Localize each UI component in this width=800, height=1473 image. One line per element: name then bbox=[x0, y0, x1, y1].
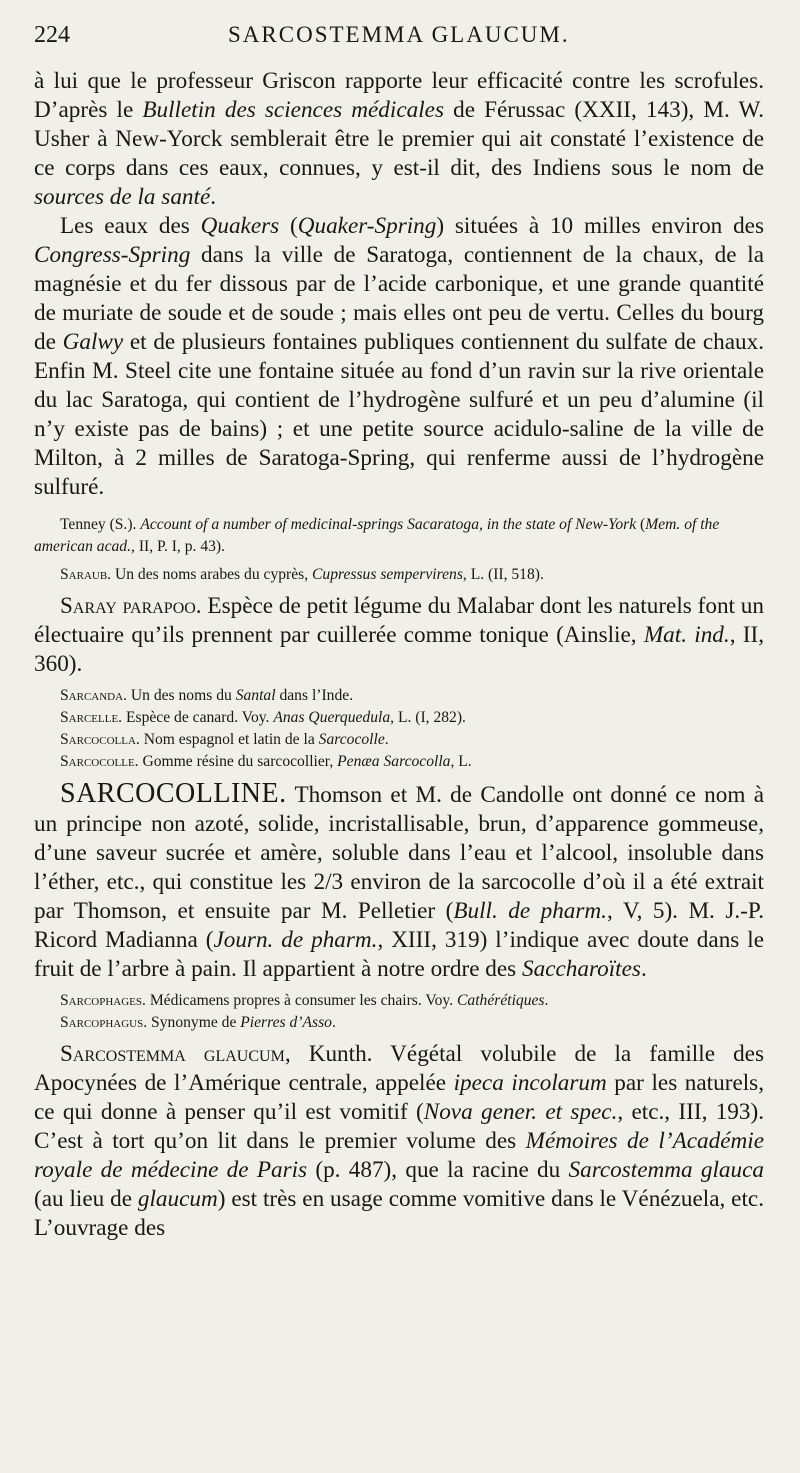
text-run: par les naturels, ce qui donne à penser qu’il est vomitif ( bbox=[34, 1070, 764, 1125]
text-run: . bbox=[640, 956, 647, 982]
text-run: et de plusieurs fontaines publiques contiennent du sulfate de chaux. Enfin M. Steel cite une fontaine située au fond d’un ravin sur la rive orientale du lac Saratoga, qui contient de l’hydrogène sulfuré et un peu d’alumine (il n’y existe pas de bains) ; et une petite source acidulo-saline de la ville de Milton, à 2 milles de Saratoga-Spring, qui renferme aussi de l’hydrogène sulfuré. bbox=[34, 329, 764, 500]
italic-run: Mémoires de l’Académie royale de médecine de Paris bbox=[34, 1128, 764, 1183]
paragraph-p5 bbox=[34, 592, 764, 679]
text-run: de Férussac (XXII, 143), M. W. Usher à New-Yorck semblerait être le premier qui ait constaté l’existence de ce corps dans ces eaux, connues, y est-il dit, des Indiens sous le nom de bbox=[34, 97, 765, 181]
paragraph-p8 bbox=[34, 729, 764, 751]
italic-run: Sarcostemma glauca bbox=[568, 1157, 765, 1183]
paragraph-p11 bbox=[34, 990, 764, 1012]
running-title: SARCOSTEMMA GLAUCUM. bbox=[228, 22, 570, 47]
italic-run: Cathérétiques bbox=[457, 992, 545, 1009]
italic-run: Galwy bbox=[62, 329, 124, 355]
entry-term: Sarcocolle. bbox=[60, 753, 139, 770]
text-run: , II, P. I, p. 43). bbox=[131, 538, 226, 555]
text-run: Synonyme de bbox=[147, 1014, 241, 1031]
paragraph-p2 bbox=[34, 212, 764, 502]
italic-run: glaucum bbox=[137, 1186, 218, 1212]
paragraph-p9 bbox=[34, 751, 764, 773]
text-run: , etc., III, 193). C’est à tort qu’on lit dans le premier volume des bbox=[34, 1099, 764, 1154]
entry-term: Sarcanda. bbox=[60, 687, 127, 704]
italic-run: Bulletin des sciences médicales bbox=[142, 97, 444, 123]
text-run: , II, 360). bbox=[34, 622, 764, 677]
entry-term: Saray parapoo. bbox=[60, 593, 202, 619]
text-run: Nom espagnol et latin de la bbox=[139, 731, 319, 748]
text-run: . bbox=[331, 1014, 336, 1031]
text-run: dans l’Inde. bbox=[275, 687, 354, 704]
text-run: à lui que le professeur Griscon rapporte leur efficacité contre les scrofules. D’après le bbox=[34, 68, 764, 123]
italic-run: Pierres d’Asso bbox=[240, 1014, 332, 1031]
text-run: Un des noms du bbox=[126, 687, 236, 704]
text-run: Un des noms arabes du cyprès, bbox=[111, 566, 313, 583]
entry-term: Sarcophagus. bbox=[60, 1014, 148, 1031]
text-run: dans la ville de Saratoga, contiennent de la chaux, de la magnésie et du fer dissous par de l’acide carbonique, et une grande quantité de muriate de soude et de soude ; mais elles ont peu de vertu. Celles du bourg de bbox=[34, 242, 764, 355]
text-run: Les eaux des bbox=[60, 213, 201, 239]
italic-run: Quakers bbox=[200, 213, 280, 239]
text-run: , L. (I, 282). bbox=[390, 709, 466, 726]
page-body bbox=[34, 67, 764, 1243]
italic-run: Bull. de pharm. bbox=[453, 898, 607, 924]
text-run: , L. bbox=[450, 753, 472, 770]
text-run: Thomson et M. de Candolle ont donné ce nom à un principe non azoté, solide, incristallisable, brun, d’apparence gommeuse, d’une saveur sucrée et amère, soluble dans l’eau et l’alcool, insoluble dans l’éther, etc., qui constitue les 2/3 environ de la sarcocolle d’où il a été extrait par Thomson, et ensuite par M. Pelletier ( bbox=[34, 782, 764, 924]
entry-term: Sarcelle. bbox=[60, 709, 123, 726]
italic-run: Nova gener. et spec. bbox=[423, 1099, 618, 1125]
text-run: , XIII, 319) l’indique avec doute dans le fruit de l’arbre à pain. Il appartient à notre ordre des bbox=[34, 927, 764, 982]
text-run: . bbox=[384, 731, 389, 748]
text-run: Gomme résine du sarcocollier, bbox=[138, 753, 338, 770]
paragraph-p7 bbox=[34, 707, 764, 729]
text-run: ) situées à 10 milles environ des bbox=[436, 213, 764, 239]
text-run: , V, 5). M. J.-P. Ricord Madianna ( bbox=[34, 898, 764, 953]
text-run: , Kunth. Végétal volubile de la famille des Apocynées de l’Amérique centrale, appelée bbox=[34, 1041, 764, 1096]
text-run: Médicamens propres à consumer les chairs. Voy. bbox=[145, 992, 457, 1009]
text-run: Tenney (S.). bbox=[60, 516, 141, 533]
text-run: (au lieu de bbox=[34, 1186, 138, 1212]
italic-run: Cupressus sempervirens bbox=[312, 566, 463, 583]
page-number: 224 bbox=[34, 22, 70, 48]
text-run: (p. 487), que la racine du bbox=[307, 1157, 569, 1183]
text-run: ( bbox=[636, 516, 646, 533]
italic-run: Sarcocolle bbox=[318, 731, 385, 748]
text-run: Espèce de petit légume du Malabar dont les naturels font un électuaire qu’ils prennent par cuillerée comme tonique (Ainslie, bbox=[34, 593, 764, 648]
entry-term: Sarcocolla. bbox=[60, 731, 140, 748]
italic-run: Account of a number of medicinal-springs Sacaratoga, in the state of New-York bbox=[140, 516, 637, 533]
italic-run: Penæa Sarcocolla bbox=[337, 753, 451, 770]
paragraph-p10 bbox=[34, 779, 764, 984]
paragraph-p1 bbox=[34, 67, 764, 212]
text-run: ) est très en usage comme vomitive dans le Vénézuela, etc. L’ouvrage des bbox=[34, 1186, 764, 1241]
italic-run: Mem. of the american acad. bbox=[34, 516, 720, 555]
paragraph-p4 bbox=[34, 564, 764, 586]
entry-term: Saraub. bbox=[60, 566, 112, 583]
paragraph-p6 bbox=[34, 685, 764, 707]
italic-run: ipeca incolarum bbox=[453, 1070, 607, 1096]
paragraph-p13 bbox=[34, 1040, 764, 1243]
entry-term: Sarcostemma glaucum bbox=[60, 1041, 285, 1067]
text-run: ( bbox=[279, 213, 298, 239]
text-run: , L. (II, 518). bbox=[462, 566, 544, 583]
italic-run: Journ. de pharm. bbox=[213, 927, 378, 953]
italic-run: Santal bbox=[235, 687, 276, 704]
italic-run: Quaker-Spring bbox=[297, 213, 437, 239]
italic-run: Anas Querquedula bbox=[273, 709, 391, 726]
text-run: Espèce de canard. Voy. bbox=[122, 709, 274, 726]
entry-term: Sarcophages. bbox=[60, 992, 146, 1009]
text-run: . bbox=[210, 184, 217, 210]
italic-run: Congress-Spring bbox=[34, 242, 191, 268]
paragraph-p3 bbox=[34, 514, 764, 558]
text-run: . bbox=[544, 992, 549, 1009]
italic-run: Saccharoïtes bbox=[522, 956, 641, 982]
paragraph-p12 bbox=[34, 1012, 764, 1034]
entry-heading: SARCOCOLLINE. bbox=[60, 778, 287, 809]
page-header bbox=[34, 22, 764, 67]
italic-run: sources de la santé bbox=[34, 184, 211, 210]
italic-run: Mat. ind. bbox=[643, 622, 730, 648]
